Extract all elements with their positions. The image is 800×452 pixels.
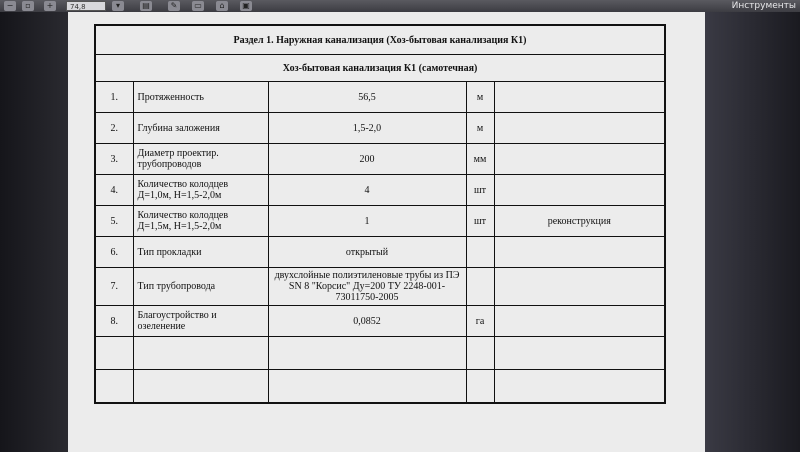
table-row	[95, 237, 665, 268]
row-parameter: Количество колодцев Д=1,5м, Н=1,5-2,0м	[133, 206, 268, 237]
row-value: 1,5-2,0	[268, 113, 466, 144]
tools-menu[interactable]: Инструменты	[731, 1, 796, 11]
empty-cell	[494, 337, 665, 370]
empty-cell	[133, 337, 268, 370]
row-unit	[466, 237, 494, 268]
specification-table	[94, 24, 666, 404]
plus-icon[interactable]: +	[44, 1, 56, 11]
row-note	[494, 175, 665, 206]
row-parameter: Количество колодцев Д=1,0м, Н=1,5-2,0м	[133, 175, 268, 206]
table-row	[95, 113, 665, 144]
empty-cell	[268, 370, 466, 403]
zoom-input[interactable]: 74,8	[66, 1, 106, 11]
row-number: 3.	[95, 144, 133, 175]
row-unit	[466, 268, 494, 306]
attach-icon[interactable]: ⌂	[216, 1, 228, 11]
save-icon[interactable]: ▤	[140, 1, 152, 11]
row-number: 6.	[95, 237, 133, 268]
empty-cell	[268, 337, 466, 370]
row-value: двухслойные полиэтиленовые трубы из ПЭ SN 8 "Корсис" Ду=200 ТУ 2248-001-73011750-2005	[268, 268, 466, 306]
table-row	[95, 175, 665, 206]
row-unit: шт	[466, 206, 494, 237]
empty-cell	[133, 370, 268, 403]
row-parameter: Благоустройство и озеленение	[133, 306, 268, 337]
row-note: реконструкция	[494, 206, 665, 237]
row-unit: га	[466, 306, 494, 337]
row-value: 1	[268, 206, 466, 237]
empty-cell	[466, 370, 494, 403]
row-number: 8.	[95, 306, 133, 337]
subsection-title: Хоз-бытовая канализация К1 (самотечная)	[95, 55, 665, 82]
section-title: Раздел 1. Наружная канализация (Хоз-бытовая канализация К1)	[95, 25, 665, 55]
row-note	[494, 268, 665, 306]
row-parameter: Диаметр проектир. трубопроводов	[133, 144, 268, 175]
row-note	[494, 237, 665, 268]
row-parameter: Глубина заложения	[133, 113, 268, 144]
empty-cell	[466, 337, 494, 370]
comment-icon[interactable]: ▭	[192, 1, 204, 11]
table-row	[95, 268, 665, 306]
pen-icon[interactable]: ✎	[168, 1, 180, 11]
right-panel	[705, 12, 800, 452]
row-number: 1.	[95, 82, 133, 113]
fill-sign-icon[interactable]: ▣	[240, 1, 252, 11]
empty-cell	[95, 337, 133, 370]
row-note	[494, 82, 665, 113]
row-parameter: Протяженность	[133, 82, 268, 113]
row-value: открытый	[268, 237, 466, 268]
row-number: 2.	[95, 113, 133, 144]
left-panel	[0, 12, 68, 452]
zoom-out-icon[interactable]: ▫	[22, 1, 34, 11]
row-note	[494, 113, 665, 144]
row-number: 5.	[95, 206, 133, 237]
table-row	[95, 306, 665, 337]
row-value: 0,0852	[268, 306, 466, 337]
document-page	[68, 12, 705, 452]
row-unit: шт	[466, 175, 494, 206]
minus-icon[interactable]: −	[4, 1, 16, 11]
row-unit: м	[466, 82, 494, 113]
row-note	[494, 306, 665, 337]
table-row	[95, 82, 665, 113]
row-number: 7.	[95, 268, 133, 306]
empty-row	[95, 337, 665, 370]
row-value: 4	[268, 175, 466, 206]
row-note	[494, 144, 665, 175]
empty-row	[95, 370, 665, 403]
table-row	[95, 144, 665, 175]
chevron-down-icon[interactable]: ▾	[112, 1, 124, 11]
row-parameter: Тип прокладки	[133, 237, 268, 268]
row-parameter: Тип трубопровода	[133, 268, 268, 306]
empty-cell	[494, 370, 665, 403]
row-value: 200	[268, 144, 466, 175]
row-value: 56,5	[268, 82, 466, 113]
row-unit: м	[466, 113, 494, 144]
row-unit: мм	[466, 144, 494, 175]
row-number: 4.	[95, 175, 133, 206]
empty-cell	[95, 370, 133, 403]
table-row	[95, 206, 665, 237]
